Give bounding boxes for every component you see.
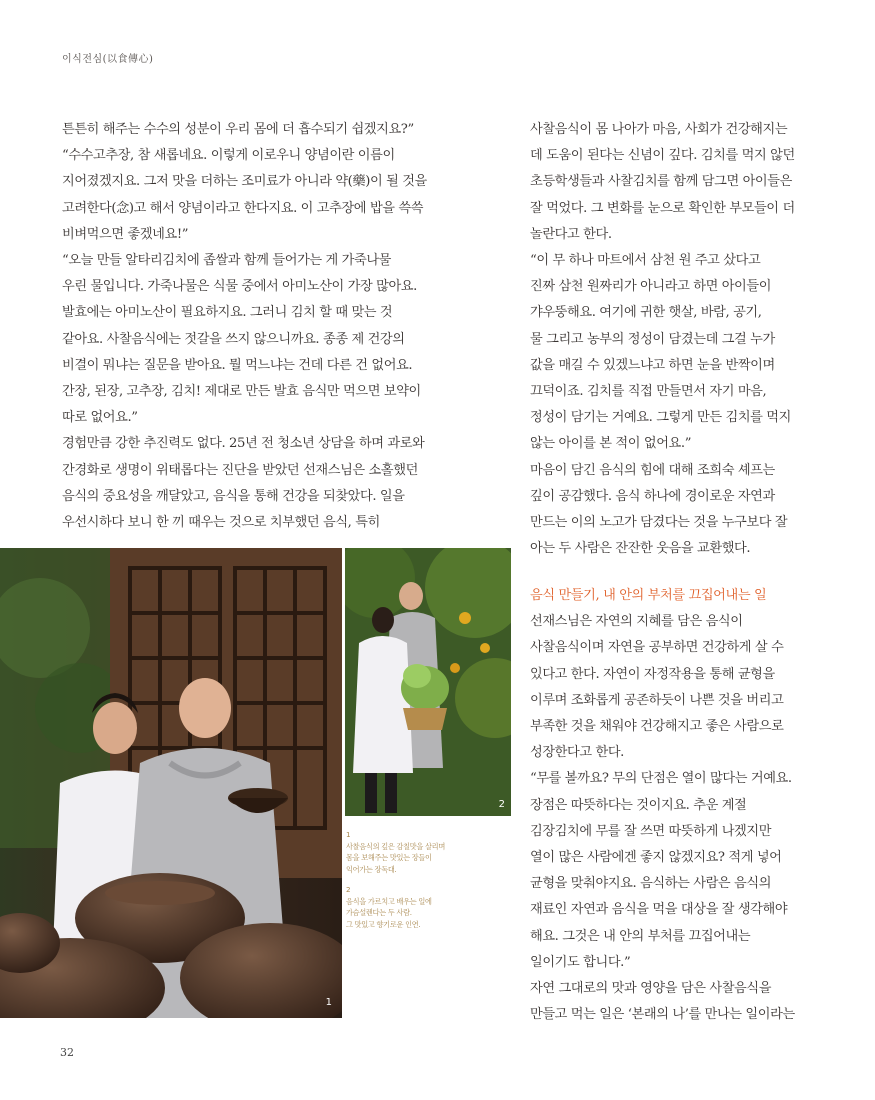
running-header: 이식전심(以食傳心) — [62, 54, 154, 65]
photo-illustration — [345, 548, 511, 816]
body-line: “무를 볼까요? 무의 단점은 열이 많다는 거예요. — [530, 771, 792, 787]
body-line: 해요. 그것은 내 안의 부처를 끄집어내는 — [530, 928, 751, 944]
body-line: 만들고 먹는 일은 ‘본래의 나’를 만나는 일이라는 — [530, 1007, 795, 1023]
body-line: 간경화로 생명이 위태롭다는 진단을 받았던 선재스님은 소홀했던 — [62, 462, 418, 478]
photo-crock-terrace — [0, 548, 342, 1018]
photo-caption-2 — [346, 884, 496, 930]
body-line: 놀란다고 한다. — [530, 226, 612, 242]
body-line: 비벼먹으면 좋겠네요!” — [62, 226, 189, 242]
body-line: 값을 매길 수 있겠느냐고 하면 눈을 반짝이며 — [530, 357, 775, 373]
body-line: 데 도움이 된다는 신념이 깊다. 김치를 먹지 않던 — [530, 148, 795, 164]
body-line: 비결이 뭐냐는 질문을 받아요. 뭘 먹느냐는 건데 다른 건 없어요. — [62, 357, 413, 373]
caption-line: 음식을 가르치고 배우는 일에 — [346, 896, 432, 906]
body-line: 일이기도 합니다.” — [530, 954, 631, 970]
body-line: 깊이 공감했다. 음식 하나에 경이로운 자연과 — [530, 488, 775, 504]
caption-number: 1 — [346, 830, 351, 839]
body-line: 아는 두 사람은 잔잔한 웃음을 교환했다. — [530, 541, 751, 557]
body-line: 고려한다(念)고 해서 양념이라고 한다지요. 이 고추장에 밥을 쓱쓱 — [62, 200, 424, 216]
body-line: 잘 먹었다. 그 변화를 눈으로 확인한 부모들이 더 — [530, 200, 795, 216]
body-line: 사찰음식이며 자연을 공부하면 건강하게 살 수 — [530, 640, 784, 656]
body-line: 만드는 이의 노고가 담겼다는 것을 누구보다 잘 — [530, 515, 788, 531]
body-line: 선재스님은 자연의 지혜를 담은 음식이 — [530, 614, 743, 630]
caption-number: 2 — [346, 885, 351, 894]
body-line: 부족한 것을 채워야 건강해지고 좋은 사람으로 — [530, 719, 784, 735]
photo-walking-basket — [345, 548, 511, 816]
body-line: 따로 없어요.” — [62, 410, 138, 426]
photo-caption-1 — [346, 829, 496, 875]
body-line: 같아요. 사찰음식에는 젓갈을 쓰지 않으니까요. 종종 제 건강의 — [62, 331, 405, 347]
photo-illustration — [0, 548, 342, 1018]
caption-line: 가슴설렌다는 두 사람. — [346, 908, 412, 917]
body-line: 우린 물입니다. 가죽나물은 식물 중에서 아미노산이 가장 많아요. — [62, 279, 417, 295]
body-line: “오늘 만들 알타리김치에 좁쌀과 함께 들어가는 게 가죽나물 — [62, 253, 392, 269]
body-line: 있다고 한다. 자연이 자정작용을 통해 균형을 — [530, 666, 775, 682]
caption-line: 익어가는 장독대. — [346, 864, 397, 874]
body-line: 김장김치에 무를 잘 쓰면 따뜻하게 나겠지만 — [530, 823, 772, 839]
body-line: 지어졌겠지요. 그저 맛을 더하는 조미료가 아니라 약(藥)이 될 것을 — [62, 174, 427, 190]
section-heading: 음식 만들기, 내 안의 부처를 끄집어내는 일 — [530, 588, 767, 603]
body-line: 균형을 맞춰야지요. 음식하는 사람은 음식의 — [530, 876, 772, 892]
body-line: 열이 많은 사람에겐 좋지 않겠지요? 적게 넣어 — [530, 850, 782, 866]
body-line: “이 무 하나 마트에서 삼천 원 주고 샀다고 — [530, 253, 761, 269]
body-line: 자연 그대로의 맛과 영양을 담은 사찰음식을 — [530, 981, 772, 997]
body-line: 초등학생들과 사찰김치를 함께 담그면 아이들은 — [530, 174, 792, 190]
body-line: 마음이 담긴 음식의 힘에 대해 조희숙 셰프는 — [530, 462, 775, 478]
body-line: 물 그리고 농부의 정성이 담겼는데 그걸 누가 — [530, 331, 775, 347]
body-line: 경험만큼 강한 추진력도 없다. 25년 전 청소년 상담을 하며 과로와 — [62, 436, 425, 452]
body-line: 재료인 자연과 음식을 먹을 대상을 잘 생각해야 — [530, 902, 788, 918]
caption-line: 그 맛있고 향기로운 인연. — [346, 919, 421, 929]
body-line: 성장한다고 한다. — [530, 745, 624, 761]
body-line: 튼튼히 해주는 수수의 성분이 우리 몸에 더 흡수되기 쉽겠지요?” — [62, 122, 414, 137]
body-line: 장점은 따뜻하다는 것이지요. 추운 계절 — [530, 797, 747, 813]
body-line: 정성이 담기는 거예요. 그렇게 만든 김치를 먹지 — [530, 410, 791, 426]
body-line: 갸우뚱해요. 여기에 귀한 햇살, 바람, 공기, — [530, 305, 762, 321]
body-line: 발효에는 아미노산이 필요하지요. 그러니 김치 할 때 맞는 것 — [62, 305, 393, 321]
left-text-column — [62, 117, 462, 536]
body-line: 이루며 조화롭게 공존하듯이 나쁜 것을 버리고 — [530, 692, 784, 708]
right-text-column-top — [530, 117, 830, 562]
page-number: 32 — [60, 1046, 74, 1059]
body-line: 음식의 중요성을 깨달았고, 음식을 통해 건강을 되찾았다. 일을 — [62, 488, 405, 504]
caption-line: 사찰음식의 깊은 감칠맛을 살리며 — [346, 841, 445, 851]
body-line: 끄덕이죠. 김치를 직접 만들면서 자기 마음, — [530, 384, 767, 400]
right-text-column-section — [530, 583, 830, 1028]
body-line: 간장, 된장, 고추장, 김치! 제대로 만든 발효 음식만 먹으면 보약이 — [62, 384, 421, 400]
body-line: 사찰음식이 몸 나아가 마음, 사회가 건강해지는 — [530, 122, 788, 137]
body-line: 않는 아이를 본 적이 없어요.” — [530, 436, 692, 452]
photo-number-1: 1 — [325, 997, 332, 1008]
body-line: 우선시하다 보니 한 끼 때우는 것으로 치부했던 음식, 특히 — [62, 515, 380, 531]
photo-number-2: 2 — [498, 799, 505, 810]
body-line: 진짜 삼천 원짜리가 아니라고 하면 아이들이 — [530, 279, 772, 295]
caption-line: 몸을 보해주는 맛있는 장들이 — [346, 853, 432, 862]
body-line: “수수고추장, 참 새롭네요. 이렇게 이로우니 양념이란 이름이 — [62, 148, 395, 164]
